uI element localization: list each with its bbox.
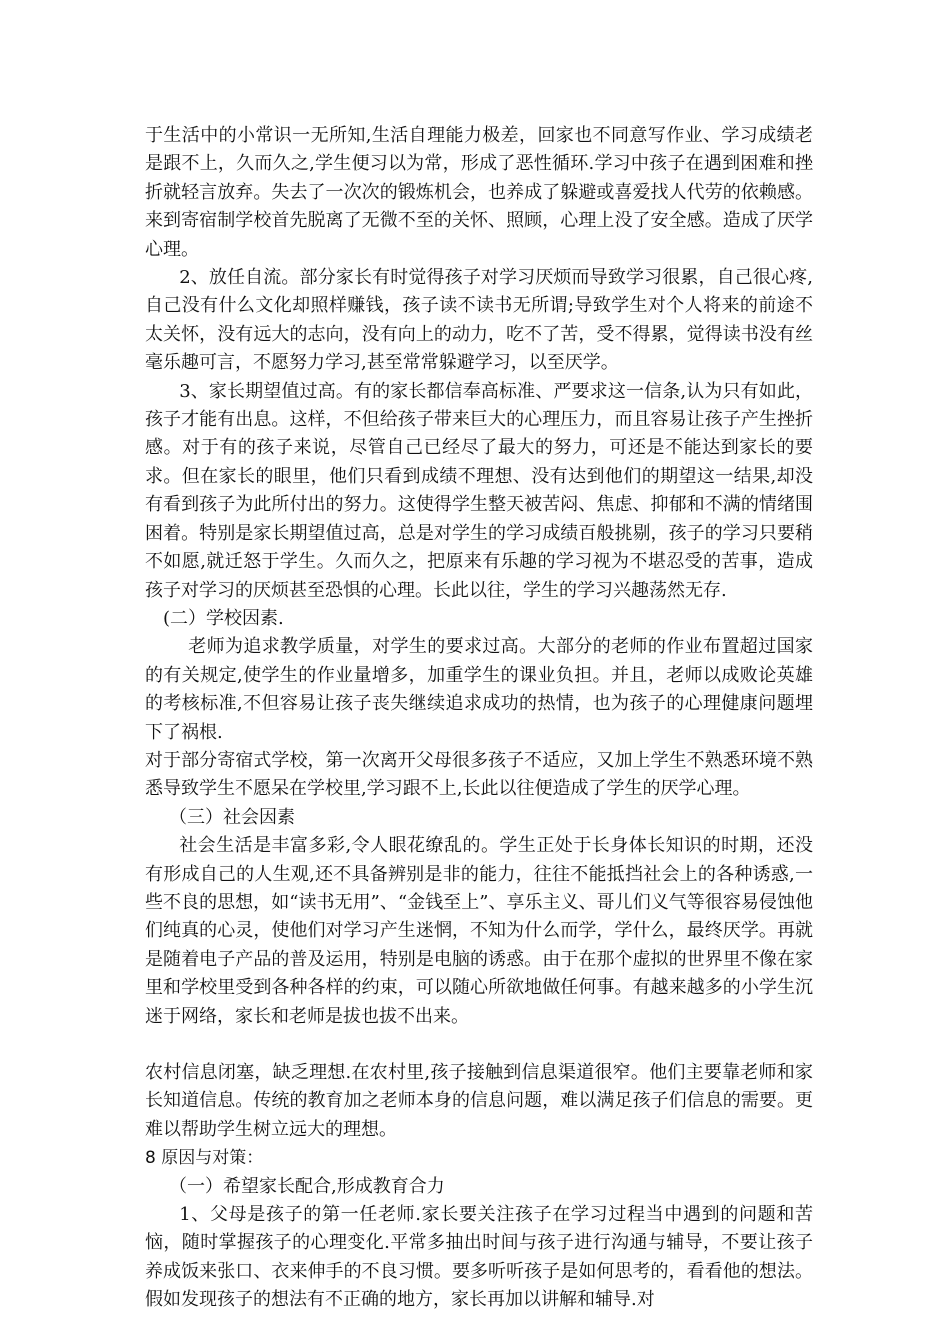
paragraph-laissez-faire: 2、放任自流。部分家长有时觉得孩子对学习厌烦而导致学习很累，自己很心疼,自己没有什么文化却照样赚钱，孩子读不读书无所谓;导致学生对个人将来的前途不太关怀，没有远大的志向，没有向上的动力，吃不了苦，受不得累，觉得读书没有丝毫乐趣可言，不愿努力学习,甚至常常躲避学习，以至厌学。 (145, 267, 813, 374)
heading-causes-and-countermeasures: 8 原因与对策： (145, 1148, 264, 1169)
heading-parent-cooperation: （一）希望家长配合,形成教育合力 (169, 1175, 445, 1197)
paragraph-home-dependence: 于生活中的小常识一无所知,生活自理能力极差，回家也不同意写作业、学习成绩老是跟不上，久而久之,学生便习以为常，形成了恶性循环.学习中孩子在遇到困难和挫折就轻言放弃。失去了一次次的锻炼机会，也养成了躲避或喜爱找人代劳的依赖感。来到寄宿制学校首先脱离了无微不至的关怀、照顾，心理上没了安全感。造成了厌学心理。 (145, 125, 813, 260)
paragraph-boarding-schools: 对于部分寄宿式学校，第一次离开父母很多孩子不适应，又加上学生不熟悉环境不熟悉导致学生不愿呆在学校里,学习跟不上,长此以往便造成了学生的厌学心理。 (145, 749, 813, 800)
paragraph-teacher-demands: 老师为追求教学质量，对学生的要求过高。大部分的老师的作业布置超过国家的有关规定,使学生的作业量增多，加重学生的课业负担。并且，老师以成败论英雄的考核标准,不但容易让孩子丧失继续追求成功的热情，也为孩子的心理健康问题埋下了祸根. (145, 636, 813, 743)
heading-school-factors: (二）学校因素. (163, 607, 284, 629)
heading-social-factors: （三）社会因素 (169, 806, 295, 828)
paragraph-parents-first-teacher: 1、父母是孩子的第一任老师.家长要关注孩子在学习过程当中遇到的问题和苦恼，随时掌握孩子的心理变化.平常多抽出时间与孩子进行沟通与辅导，不要让孩子养成饭来张口、衣来伸手的不良习惯。要多听听孩子是如何思考的，看看他的想法。假如发现孩子的想法有不正确的地方，家长再加以讲解和辅导.对 (145, 1204, 813, 1311)
paragraph-social-life: 社会生活是丰富多彩,令人眼花缭乱的。学生正处于长身体长知识的时期，还没有形成自己的人生观,还不具备辨别是非的能力，往往不能抵挡社会上的各种诱惑,一些不良的思想，如“读书无用”、“金钱至上”、享乐主义、哥儿们义气等很容易侵蚀他们纯真的心灵，使他们对学习产生迷惘，不知为什么而学，学什么，最终厌学。再就是随着电子产品的普及运用，特别是电脑的诱惑。由于在那个虚拟的世界里不像在家里和学校里受到各种各样的约束，可以随心所欲地做任何事。有越来越多的小学生沉迷于网络，家长和老师是拔也拔不出来。 (145, 835, 813, 1027)
paragraph-high-expectations: 3、家长期望值过高。有的家长都信奉高标准、严要求这一信条,认为只有如此，孩子才能有出息。这样，不但给孩子带来巨大的心理压力，而且容易让孩子产生挫折感。对于有的孩子来说，尽管自己已经尽了最大的努力，可还是不能达到家长的要求。但在家长的眼里，他们只看到成绩不理想、没有达到他们的期望这一结果,却没有看到孩子为此所付出的努力。这使得学生整天被苦闷、焦虑、抑郁和不满的情绪围困着。特别是家长期望值过高，总是对学生的学习成绩百般挑剔，孩子的学习只要稍不如愿,就迁怒于学生。久而久之，把原来有乐趣的学习视为不堪忍受的苦事，造成孩子对学习的厌烦甚至恐惧的心理。长此以往，学生的学习兴趣荡然无存. (145, 380, 813, 601)
paragraph-rural-information: 农村信息闭塞，缺乏理想.在农村里,孩子接触到信息渠道很窄。他们主要靠老师和家长知道信息。传统的教育加之老师本身的信息问题，难以满足孩子们信息的需要。更难以帮助学生树立远大的理想。 (145, 1062, 813, 1140)
paragraph-spacer (145, 1031, 813, 1059)
document-body (145, 122, 813, 1315)
